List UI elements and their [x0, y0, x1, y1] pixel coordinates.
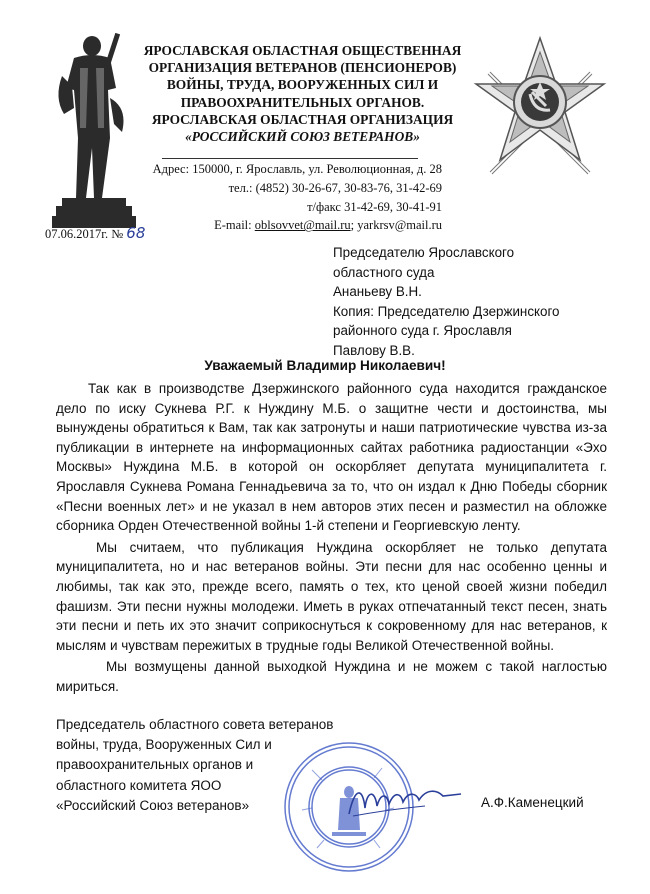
addressee-line: Председателю Ярославского	[333, 245, 515, 260]
salutation: Уважаемый Владимир Николаевич!	[204, 358, 446, 373]
email-link-1[interactable]: oblsovvet@mail.ru	[254, 218, 351, 233]
org-line: ПРАВООХРАНИТЕЛЬНЫХ ОРГАНОВ.	[180, 94, 425, 110]
paragraph: Так как в производстве Дзержинского районного суда находится гражданское дело по иску Сукнева Р.Г. к Нуждину М.Б. о защитне чести и достоинства, мы вынуждены обратиться к Вам, так как затронуты и наши патриотические чувства из-за публикации в интернете на информационных сайтах работника радиостанции «Эхо Москвы» Нуждина М.Б. в которой он оскорбляет депутата муниципалитета г. Ярославля Сукнева Романа Геннадьевича за то, что он издал к Дню Победы сборник «Песни военных лет» и не указал в нем авторов этих песен и разместил на обложке сборника Орден Отечественной войны 1-й степени и Георгиевскую ленту.	[56, 381, 607, 534]
addressee-block	[333, 243, 623, 361]
email-link-2[interactable]: yarkrsv@mail.ru	[357, 218, 442, 233]
email-prefix: E-mail:	[214, 218, 255, 233]
paragraph: Мы считаем, что публикация Нуждина оскорбляет не только депутата муниципалитета, но и нас ветеранов войны. Эти песни для нас особенно ценны и любимы, так как это, прежде всего, память о тех, кто ценой своей жизни победил фашизм. Эти песни нужны молодежи. Иметь в руках отпечатанный текст песен, знать эти песни и петь их это значит соприкоснуться к сокровенному для нас ветеранов, к мыслям и чувствам пережитых в трудные годы Великой Отечественной войны.	[56, 539, 607, 653]
organization-header	[130, 42, 475, 145]
org-line: ВОЙНЫ, ТРУДА, ВООРУЖЕННЫХ СИЛ И	[166, 77, 439, 93]
number-label: №	[111, 227, 124, 241]
handwritten-signature	[345, 776, 465, 826]
org-name: «РОССИЙСКИЙ СОЮЗ ВЕТЕРАНОВ»	[185, 129, 420, 145]
title-line: областного комитета ЯОО	[56, 777, 222, 793]
addressee-line: Павлову В.В.	[333, 342, 415, 358]
letter-body	[56, 379, 607, 697]
address-line: Адрес: 150000, г. Ярославль, ул. Революционная, д. 28	[152, 162, 442, 176]
title-line: «Российский Союз ветеранов»	[56, 797, 250, 813]
document-number: 68	[126, 224, 146, 242]
document-date: 07.06.2017г.	[45, 227, 109, 241]
document-date-number	[45, 224, 145, 242]
addressee-line: областного суда	[333, 264, 435, 280]
title-line: войны, труда, Вооруженных Сил и	[56, 737, 272, 753]
addressee-line: Копия: Председателю Дзержинского	[333, 303, 560, 319]
order-patriotic-war-icon	[470, 32, 610, 192]
email-separator: ;	[350, 218, 358, 233]
header-divider	[162, 158, 418, 159]
title-line: правоохранительных органов и	[56, 757, 254, 773]
paragraph: Мы возмущены данной выходкой Нуждина и не можем с такой наглостью мириться.	[56, 659, 607, 694]
email-line	[120, 216, 442, 235]
addressee-line: Ананьеву В.Н.	[333, 284, 422, 300]
signer-name: А.Ф.Каменецкий	[481, 795, 584, 810]
org-line: ЯРОСЛАВСКАЯ ОБЛАСТНАЯ ОРГАНИЗАЦИЯ	[151, 111, 454, 127]
contact-block	[120, 160, 442, 235]
title-line: Председатель областного совета ветеранов	[56, 717, 334, 732]
fax-line: т/факс 31-42-69, 30-41-91	[307, 199, 442, 214]
org-line: ЯРОСЛАВСКАЯ ОБЛАСТНАЯ ОБЩЕСТВЕННАЯ	[143, 43, 462, 58]
addressee-line: районного суда г. Ярославля	[333, 323, 512, 339]
org-line: ОРГАНИЗАЦИЯ ВЕТЕРАНОВ (ПЕНСИОНЕРОВ)	[148, 60, 457, 76]
phone-line: тел.: (4852) 30-26-67, 30-83-76, 31-42-69	[228, 180, 442, 195]
